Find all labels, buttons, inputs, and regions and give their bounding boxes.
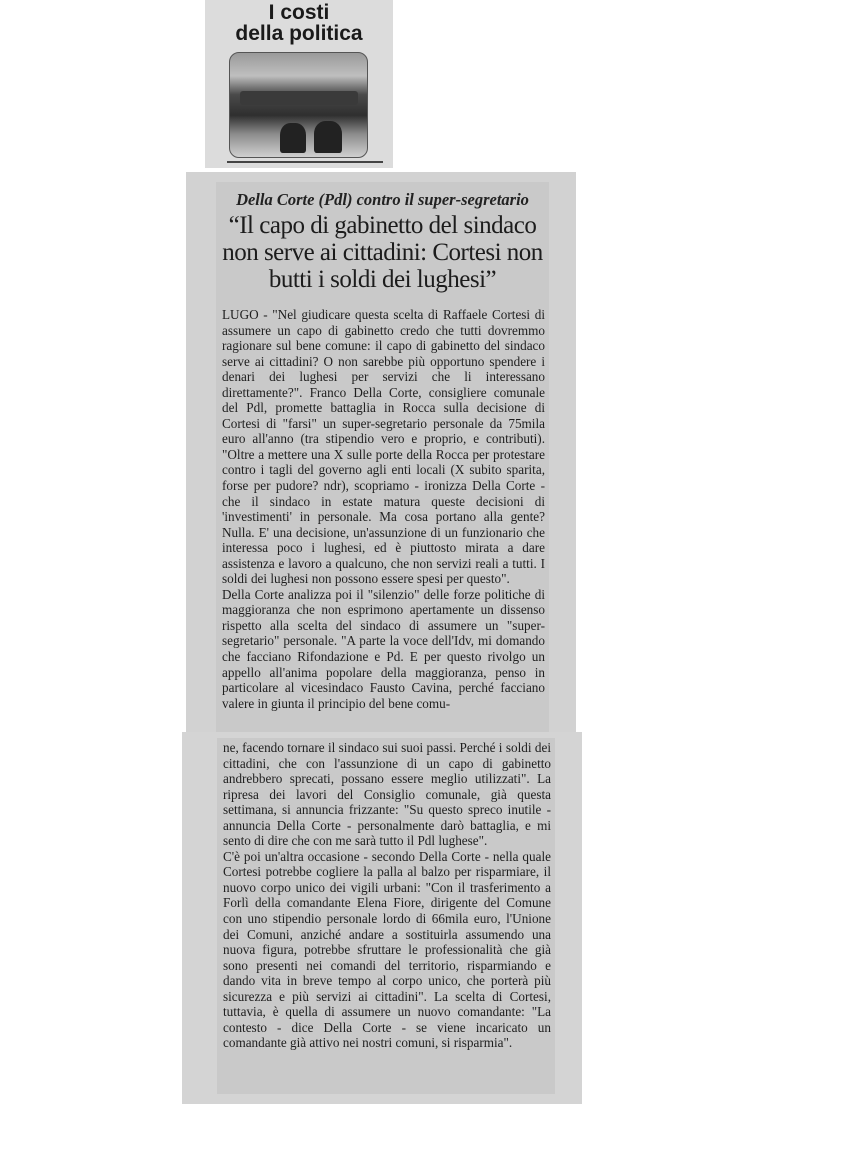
article-clipping-bottom xyxy=(182,732,582,1104)
article-box-bottom xyxy=(217,738,555,1094)
section-header-clipping xyxy=(205,0,393,168)
article-box-top xyxy=(216,182,549,734)
council-chamber-photo xyxy=(229,52,368,158)
article-paragraph: C'è poi un'altra occasione - secondo Della Corte - nella quale Cortesi potrebbe cogliere la palla al balzo per risparmiare, il nuovo corpo unico dei vigili urbani: "Con il trasferimento a Forlì della comandante Elena Fiore, dirigente del Comune con uno stipendio personale lordo di 66mila euro, l'Unione dei Comuni, anziché andare a sostituirla assumendo una nuova figura, potrebbe sfruttare le professionalità che già sono presenti nei comandi del territorio, risparmiando e dando vita in breve tempo al corpo unico, che porterà più sicurezza e più servizi ai cittadini". La scelta di Cortesi, tuttavia, è quella di assumere un nuovo comandante: "La contesto - dice Della Corte - se viene incaricato un comandante già attivo nei nostri comuni, si risparmia". xyxy=(223,848,551,1051)
article-paragraph: LUGO - "Nel giudicare questa scelta di Raffaele Cortesi di assumere un capo di gabinetto credo che tutti dovremmo ragionare sul bene comune: il capo di gabinetto del sindaco serve ai cittadini? O non sarebbe più opportuno spendere i denari dei lughesi per servizi che li interessano direttamente?". Franco Della Corte, consigliere comunale del Pdl, promette battaglia in Rocca sulla decisione di Cortesi di "farsi" un super-segretario personale da 75mila euro all'anno (tra stipendio vero e proprio, e contributi). "Oltre a mettere una X sulle porte della Rocca per protestare contro i tagli del governo agli enti locali (X subito sparita, forse per pudore? ndr), scopriamo - ironizza Della Corte - che il sindaco in estate matura queste decisioni di 'investimenti' in personale. Ma cosa portano alla gente? Nulla. E' una decisione, un'assunzione di un funzionario che interessa poco i lughesi, ed è piuttosto mirata a dare assistenza e lavoro a qualcuno, che non servizi reali a tutti. I soldi dei lughesi non possono essere spesi per questo". xyxy=(222,307,545,587)
section-title-line-2: della politica xyxy=(235,22,363,45)
article-clipping-top xyxy=(186,172,576,734)
article-body-top xyxy=(222,307,545,711)
article-paragraph: Della Corte analizza poi il "silenzio" delle forze politiche di maggioranza che non esprimono apertamente un dissenso rispetto alla scelta del sindaco di assumere un "super-segretario" personale. "A parte la voce dell'Idv, mi domando che facciano Rifondazione e Pd. E per questo rivolgo un appello all'anima popolare della maggioranza, penso in particolare al vicesindaco Fausto Cavina, perché facciano valere in giunta il principio del bene comu- xyxy=(222,586,545,711)
section-title-line-1: I costi xyxy=(268,1,330,24)
article-kicker: Della Corte (Pdl) contro il super-segretario xyxy=(236,190,529,209)
article-paragraph: ne, facendo tornare il sindaco sui suoi passi. Perché i soldi dei cittadini, che con l'assunzione di un capo di gabinetto andrebbero sprecati, possano essere meglio utilizzati". La ripresa dei lavori del Consiglio comunale, già questa settimana, si annuncia frizzante: "Su questo spreco inutile - annuncia Della Corte - personalmente darò battaglia, e mi sento di dire che con me sarà tutto il Pdl lughese". xyxy=(223,740,551,849)
article-headline: “Il capo di gabinetto del sindaco non serve ai cittadini: Cortesi non butti i soldi dei lughesi” xyxy=(222,212,543,293)
section-title xyxy=(205,2,393,44)
article-body-bottom xyxy=(223,740,551,1051)
